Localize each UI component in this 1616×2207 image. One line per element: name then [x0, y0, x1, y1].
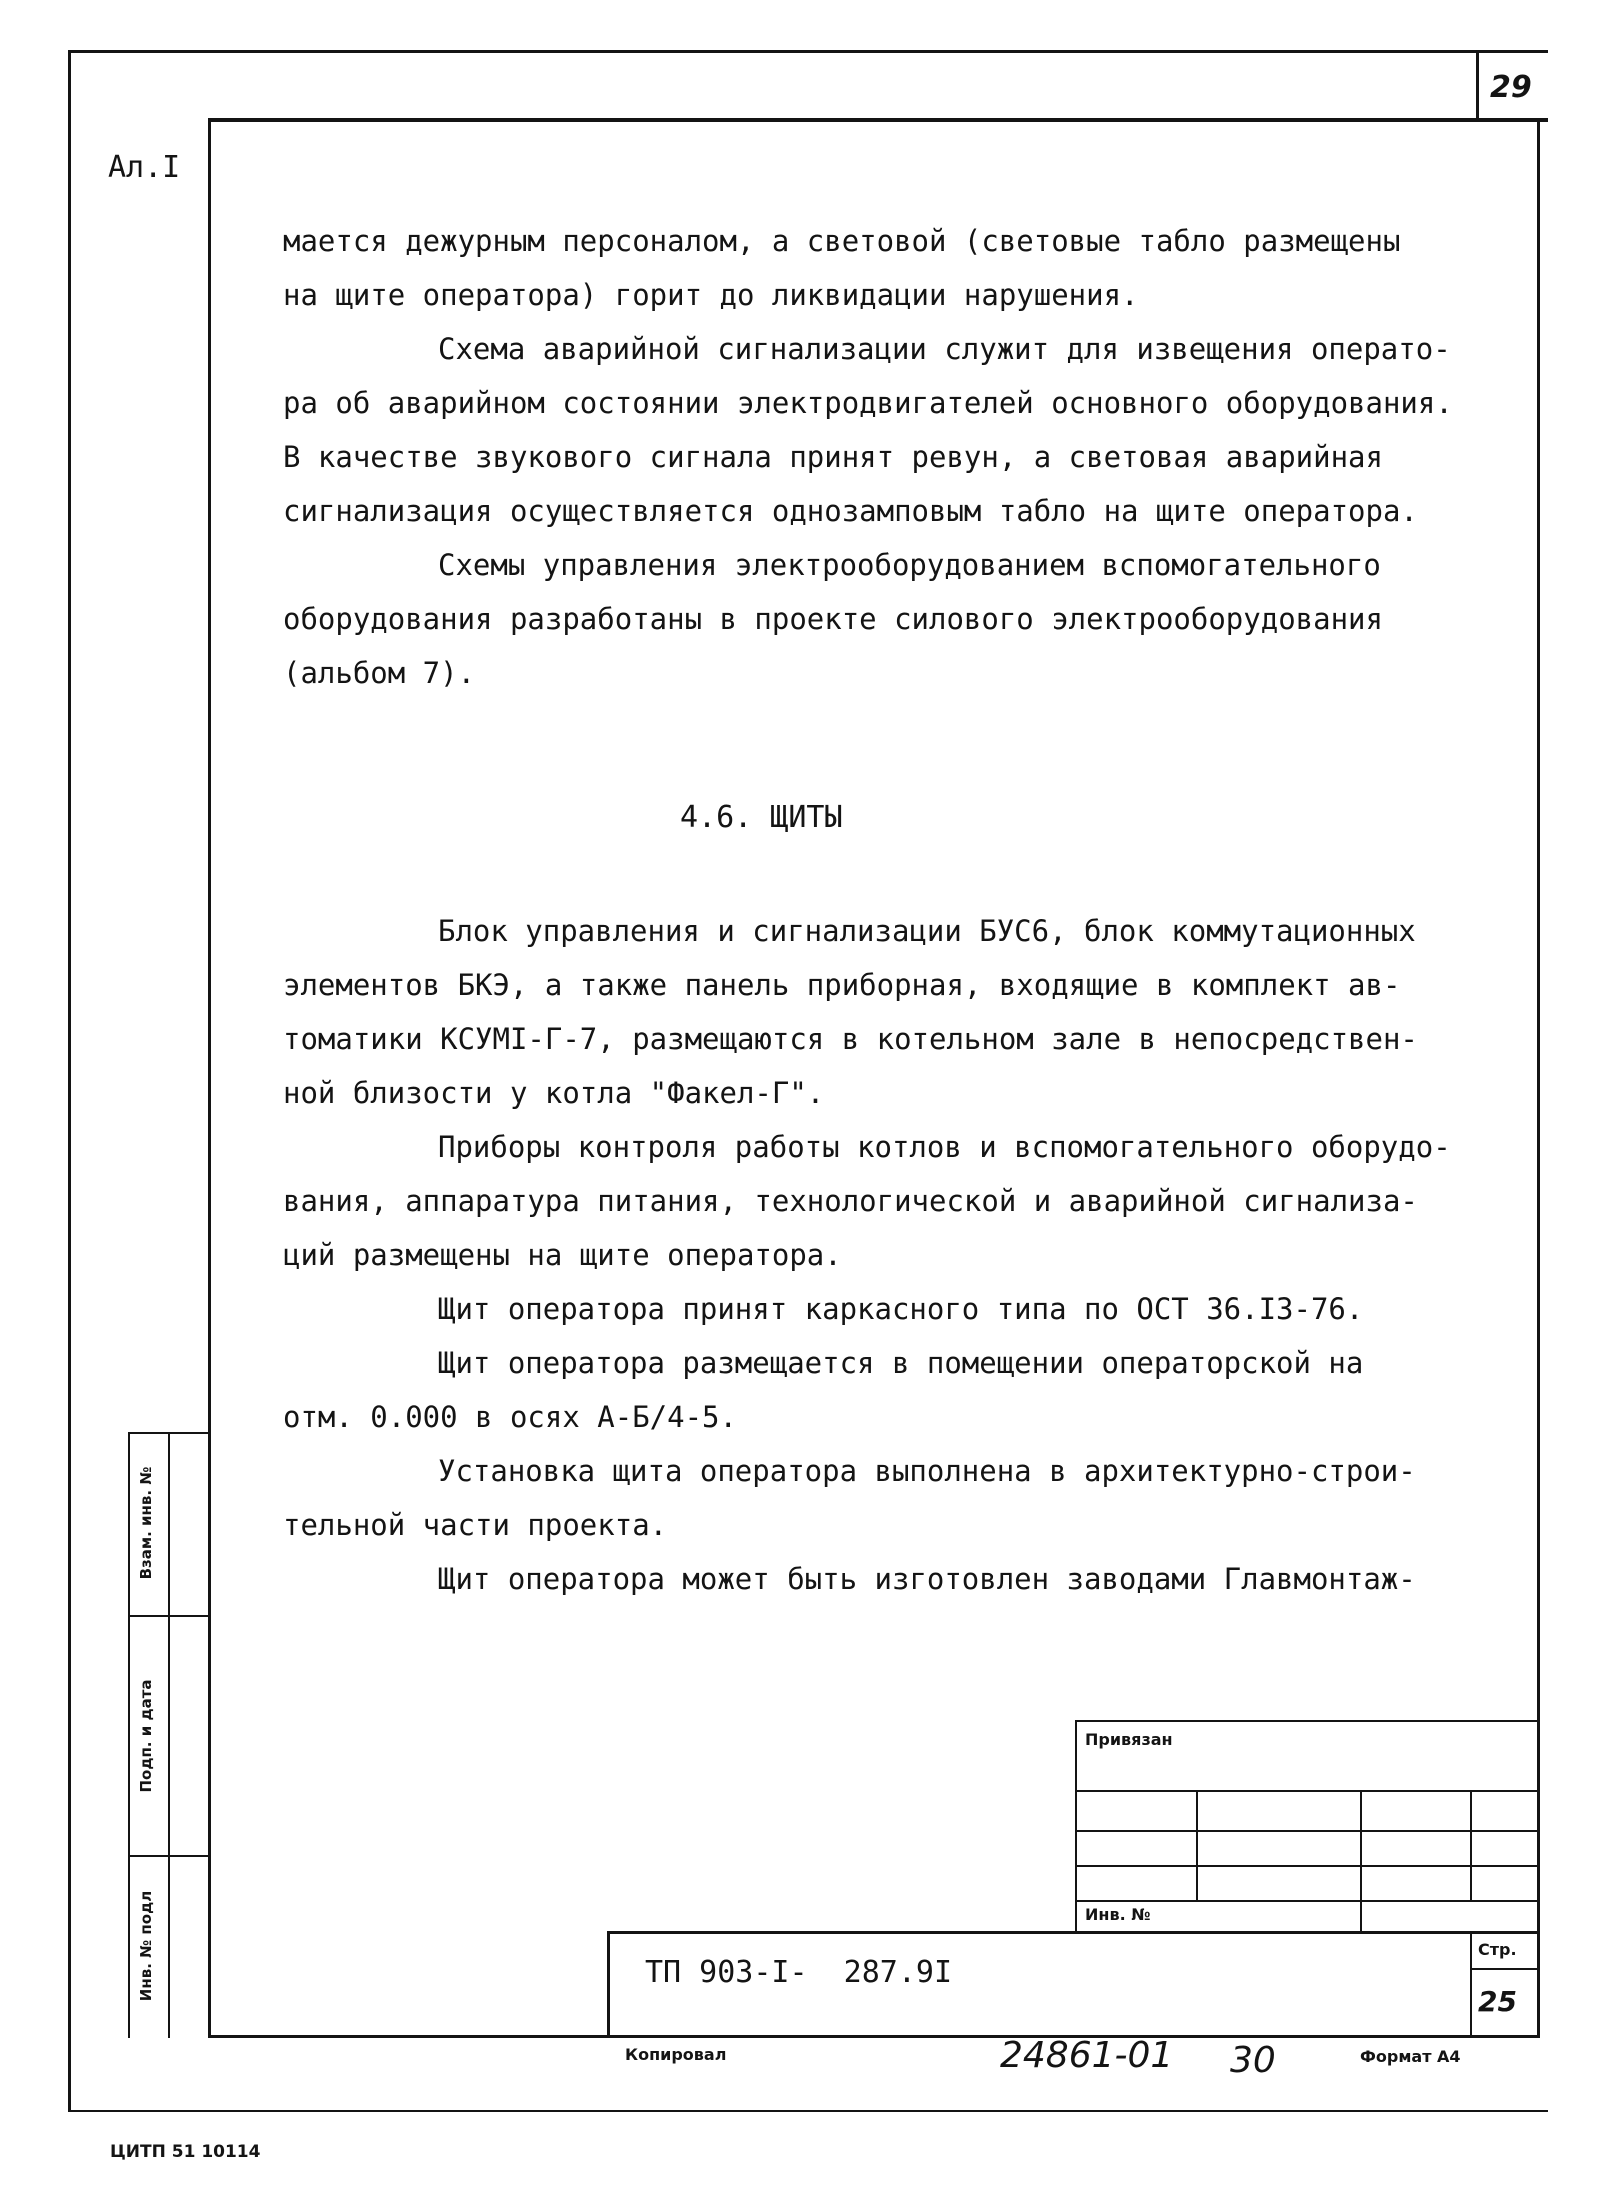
inner-frame-right [1537, 118, 1540, 2038]
text-line: Щит оператора принят каркасного типа по ОСТ 36.I3-76. [438, 1292, 1364, 1326]
page-number-box-left [1476, 50, 1479, 120]
inner-frame-top [208, 118, 1548, 122]
text-line: Щит оператора может быть изготовлен заводами Главмонтаж- [438, 1562, 1416, 1596]
text-line: Установка щита оператора выполнена в архитектурно-строи- [438, 1454, 1416, 1488]
text-line: томатики КСУМI-Г-7, размещаются в котельном зале в непосредствен- [283, 1022, 1418, 1056]
format-label: Формат А4 [1360, 2047, 1461, 2066]
inner-frame-bottom [208, 2035, 1540, 2038]
body-text-top [283, 214, 1453, 700]
code-row-left [607, 1931, 610, 2037]
document-code: ТП 903-I- 287.9I [645, 1955, 953, 1990]
side-stamp-inv-original: Инв. № подл [137, 1890, 155, 2002]
side-stamp-replace-inv: Взам. инв. № [137, 1466, 155, 1580]
side-stamp-sign-date: Подп. и дата [137, 1679, 155, 1793]
text-line: В качестве звукового сигнала принят ревун, а световая аварийная [283, 440, 1383, 474]
page-cell-left [1470, 1931, 1472, 2037]
text-line: ра об аварийном состоянии электродвигателей основного оборудования. [283, 386, 1453, 420]
print-mark: ЦИТП 51 10114 [110, 2142, 261, 2162]
album-label: Ал.I [108, 150, 181, 185]
section-heading: 4.6. ЩИТЫ [680, 800, 843, 835]
archive-number: 24861-01 [1000, 2035, 1174, 2076]
tied-label: Привязан [1085, 1730, 1173, 1749]
page-cell-mid [1470, 1968, 1540, 1970]
body-text-bottom [283, 904, 1451, 1606]
outer-frame-bottom [68, 2110, 1548, 2112]
title-block-top [1075, 1720, 1540, 1722]
text-line: мается дежурным персоналом, а световой (световые табло размещены [283, 224, 1401, 258]
text-line: тельной части проекта. [283, 1508, 668, 1542]
title-block-row4 [1075, 1900, 1540, 1902]
side-stamp-div1 [128, 1615, 210, 1617]
page-number-top: 29 [1490, 70, 1532, 105]
text-line: на щите оператора) горит до ликвидации нарушения. [283, 278, 1139, 312]
title-block-col1 [1196, 1790, 1198, 1900]
text-line: оборудования разработаны в проекте силового электрооборудования [283, 602, 1383, 636]
text-line: ной близости у котла "Факел-Г". [283, 1076, 825, 1110]
text-line: сигнализация осуществляется однозамповым табло на щите оператора. [283, 494, 1418, 528]
text-line: Блок управления и сигнализации БУС6, блок коммутационных [438, 914, 1416, 948]
text-line: ций размещены на щите оператора. [283, 1238, 842, 1272]
outer-frame-top [68, 50, 1548, 53]
side-stamp-left [128, 1432, 130, 2038]
side-stamp-mid [168, 1432, 170, 2038]
text-line: Щит оператора размещается в помещении операторской на [438, 1346, 1364, 1380]
title-block-col3 [1470, 1790, 1472, 1900]
inv-label: Инв. № [1085, 1905, 1151, 1924]
title-block-col2 [1360, 1790, 1362, 1933]
copied-label: Копировал [625, 2045, 727, 2064]
text-line: Приборы контроля работы котлов и вспомогательного оборудо- [438, 1130, 1451, 1164]
outer-frame-left [68, 50, 71, 2112]
sheet-number: 30 [1230, 2040, 1276, 2081]
inner-frame-left [208, 118, 211, 2038]
text-line: Схема аварийной сигнализации служит для извещения операто- [438, 332, 1451, 366]
text-line: элементов БКЭ, а также панель приборная, входящие в комплект ав- [283, 968, 1401, 1002]
text-line: вания, аппаратура питания, технологической и аварийной сигнализа- [283, 1184, 1418, 1218]
page-label: Стр. [1478, 1940, 1517, 1959]
text-line: отм. 0.000 в осях А-Б/4-5. [283, 1400, 737, 1434]
code-row-top [607, 1931, 1540, 1934]
text-line: (альбом 7). [283, 656, 476, 690]
text-line: Схемы управления электрооборудованием вспомогательного [438, 548, 1381, 582]
page-value: 25 [1478, 1985, 1517, 2018]
